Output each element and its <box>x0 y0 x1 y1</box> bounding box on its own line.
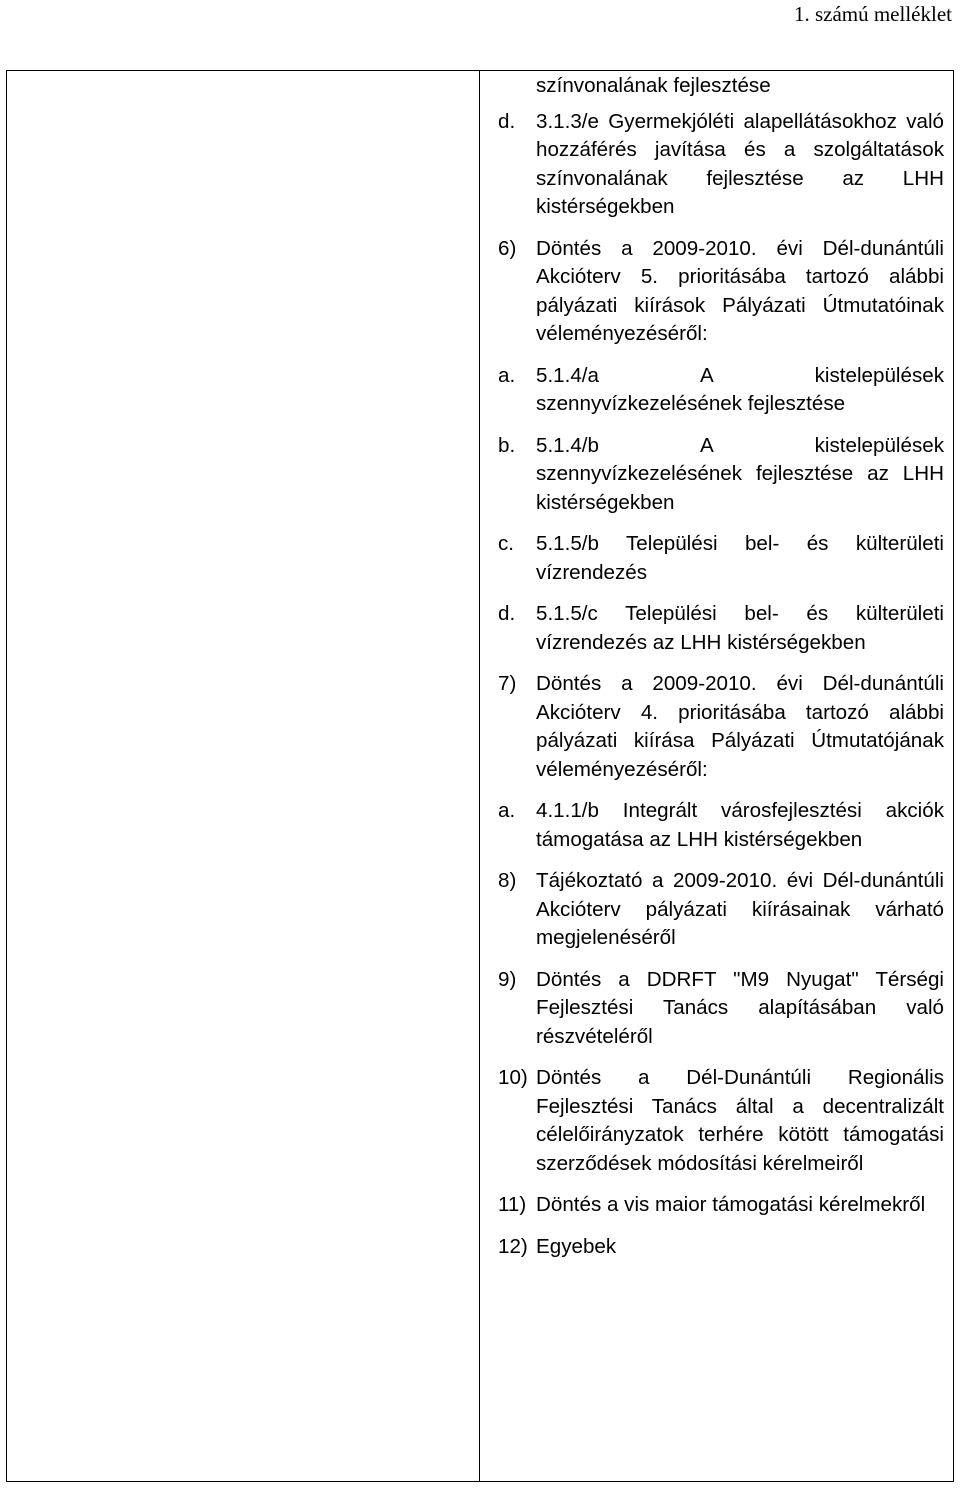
list-item <box>498 235 944 349</box>
item-marker: 9) <box>498 967 517 991</box>
item-text: Döntés a Dél-Dunántúli Regionális Fejlesztési Tanács által a decentralizált célelőirányzatok terhére kötött támogatási szerződések módosítási kérelmeiről <box>536 1066 944 1175</box>
list-item <box>498 530 944 587</box>
item-text: 5.1.4/a A kistelepülések szennyvízkezelésének fejlesztése <box>536 363 944 415</box>
item-marker: b. <box>498 433 516 457</box>
item-marker: 7) <box>498 672 517 695</box>
list-item <box>498 1233 944 1262</box>
item-marker: a. <box>498 799 516 822</box>
item-marker: d. <box>498 109 516 133</box>
item-marker: c. <box>498 532 515 555</box>
agenda-list <box>498 72 944 1274</box>
item-marker: 10) <box>498 1066 528 1089</box>
item-text: Döntés a DDRFT "M9 Nyugat" Térségi Fejlesztési Tanács alapításában való részvételéről <box>536 967 944 1048</box>
item-text: 5.1.5/c Települési bel- és külterületi vízrendezés az LHH kistérségekben <box>536 602 944 654</box>
list-item <box>498 600 944 657</box>
item-marker: 11) <box>498 1193 527 1216</box>
annex-label: 1. számú melléklet <box>793 2 952 26</box>
list-item <box>498 797 944 854</box>
item-text: Döntés a 2009-2010. évi Dél-dunántúli Akcióterv 4. prioritásába tartozó alábbi pályázati kiírása Pályázati Útmutatójának véleményezéséről: <box>536 672 944 781</box>
item-text: 3.1.3/e Gyermekjóléti alapellátásokhoz való hozzáférés javítása és a szolgáltatások színvonalának fejlesztése az LHH kistérségekben <box>536 109 944 218</box>
item-text: Egyebek <box>536 1234 617 1258</box>
item-text: színvonalának fejlesztése <box>536 74 771 97</box>
list-item <box>498 867 944 953</box>
list-item <box>498 432 944 518</box>
list-item <box>498 670 944 784</box>
item-text: 5.1.4/b A kistelepülések szennyvízkezelésének fejlesztése az LHH kistérségekben <box>536 433 944 514</box>
item-text: Döntés a vis maior támogatási kérelmekről <box>536 1193 926 1216</box>
item-text: Döntés a 2009-2010. évi Dél-dunántúli Akcióterv 5. prioritásába tartozó alábbi pályázati kiírások Pályázati Útmutatóinak véleményezéséről: <box>536 236 944 345</box>
list-item <box>498 72 944 101</box>
item-marker: 8) <box>498 869 517 892</box>
list-item <box>498 108 944 222</box>
item-text: 4.1.1/b Integrált városfejlesztési akciók támogatása az LHH kistérségekben <box>536 799 944 851</box>
list-item <box>498 1191 944 1220</box>
item-marker: 12) <box>498 1234 528 1258</box>
list-item <box>498 966 944 1052</box>
item-text: 5.1.5/b Települési bel- és külterületi vízrendezés <box>536 532 944 584</box>
item-text: Tájékoztató a 2009-2010. évi Dél-dunántúli Akcióterv pályázati kiírásainak várható megjelenéséről <box>536 869 944 949</box>
item-marker <box>498 72 536 101</box>
item-marker: a. <box>498 363 516 387</box>
table-column-divider <box>479 70 480 1482</box>
list-item <box>498 362 944 419</box>
item-marker: d. <box>498 602 516 625</box>
item-marker: 6) <box>498 236 517 260</box>
list-item <box>498 1064 944 1178</box>
